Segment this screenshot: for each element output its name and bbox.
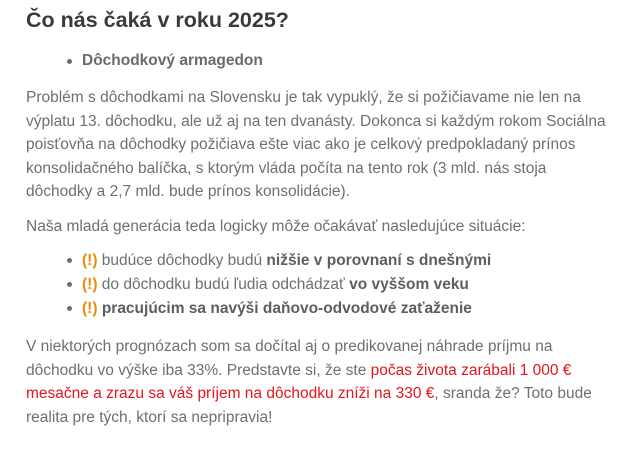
topic-item: Dôchodkový armagedon (82, 50, 606, 72)
outcome-item (82, 249, 606, 273)
warning-marker: (!) (82, 252, 98, 269)
outcome-item (82, 297, 606, 321)
outcome-text: budúce dôchodky budú (97, 252, 267, 269)
warning-marker: (!) (82, 276, 98, 293)
article (26, 0, 606, 429)
outcome-item (82, 273, 606, 297)
article-heading: Čo nás čaká v roku 2025? (26, 8, 289, 32)
paragraph-income-replacement (26, 335, 606, 429)
paragraph-intro: V niektorých prognózach som sa dočítal aj o predikovanej náhrade príjmu na dôchodku vo výške iba 33%. Predstavte si, že ste (26, 338, 553, 379)
paragraph-outro: , sranda že? Toto bude realita pre tých, ktorí sa nepripravia! (26, 385, 592, 426)
outcome-text: do dôchodku budú ľudia odchádzať (97, 276, 350, 293)
paragraph-expectations: Naša mladá generácia teda logicky môže očakávať nasledujúce situácie: (26, 217, 526, 235)
outcome-list (26, 249, 606, 321)
warning-marker: (!) (82, 300, 98, 317)
topic-list (26, 50, 606, 72)
highlighted-income-text: počas života zarábali 1 000 € mesačne a zrazu sa váš príjem na dôchodku zníži na 330 € (26, 361, 572, 402)
outcome-emphasis: nižšie v porovnaní s dnešnými (266, 252, 492, 269)
paragraph-pension-problem: Problém s dôchodkami na Slovensku je tak vypuklý, že si požičiavame nie len na výplatu 13. dôchodku, ale už aj na ten dvanásty. Dokonca si každým rokom Sociálna poisťovňa na dôchodky požičiava ešte viac ako je celkový predpokladaný prínos konsolidačného balíčka, s ktorým vláda počíta na tento rok (3 mld. nás stoja dôchodky a 2,7 mld. bude prínos konsolidácie). (26, 89, 606, 200)
outcome-emphasis: vo vyššom veku (349, 276, 469, 293)
outcome-emphasis: pracujúcim sa navýši daňovo-odvodové zaťaženie (101, 300, 472, 317)
